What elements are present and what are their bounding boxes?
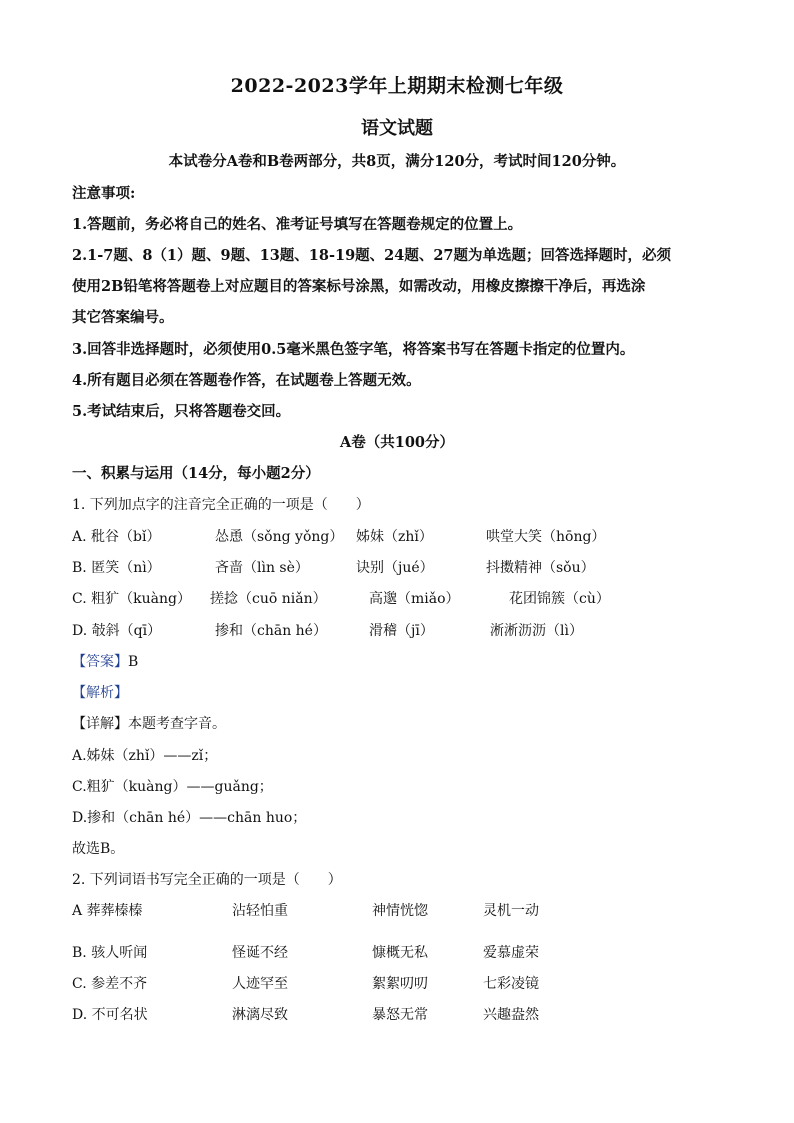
q2-option-d-1: D. 不可名状: [72, 1007, 148, 1023]
q1-option-a-4: 哄堂大笑（hōng）: [486, 529, 606, 545]
q1-option-b-3: 诀别（jué）: [356, 560, 434, 576]
note-5: 5.考试结束后，只将答题卷交回。: [72, 403, 291, 420]
q2-stem: 2. 下列词语书写完全正确的一项是（ ）: [72, 872, 342, 888]
q1-explain-a: A.姊妹（zhǐ）——zǐ；: [72, 748, 218, 764]
q1-explain-c: C.粗犷（kuàng）——guǎng；: [72, 779, 273, 795]
note-2-line-2: 使用2B铅笔将答题卷上对应题目的答案标号涂黑，如需改动，用橡皮擦擦干净后，再选涂: [72, 278, 646, 295]
q1-option-a-2: 怂恿（sǒng yǒng）: [215, 529, 344, 545]
q1-stem: 1. 下列加点字的注音完全正确的一项是（ ）: [72, 497, 370, 513]
q1-option-b-1: B. 匿笑（nì）: [72, 560, 161, 576]
q2-option-c-1: C. 参差不齐: [72, 976, 148, 992]
note-4: 4.所有题目必须在答题卷作答，在试题卷上答题无效。: [72, 372, 421, 389]
q2-option-a-2: 沾轻怕重: [232, 903, 288, 919]
note-2-line-1: 2.1-7题、8（1）题、9题、13题、18-19题、24题、27题为单选题；回答选择题时，必须: [72, 247, 672, 264]
q2-option-b-3: 慷概无私: [372, 945, 428, 961]
q1-option-a-1: A. 秕谷（bǐ）: [72, 529, 161, 545]
q1-option-d-2: 掺和（chān hé）: [215, 623, 327, 639]
q2-option-a-3: 神情恍惚: [372, 903, 428, 919]
notes-heading: 注意事项:: [72, 185, 136, 202]
detail-tag: 【详解】: [72, 716, 128, 732]
q2-option-b-1: B. 骇人听闻: [72, 945, 148, 961]
q1-option-d-1: D. 攲斜（qī）: [72, 623, 162, 639]
subject-title: 语文试题: [361, 118, 433, 139]
note-3: 3.回答非选择题时，必须使用0.5毫米黑色签字笔，将答案书写在答题卡指定的位置内。: [72, 341, 635, 358]
section-a-title: A卷（共100分）: [339, 434, 455, 451]
q2-option-c-4: 七彩凌镜: [483, 976, 539, 992]
q2-option-d-3: 暴怒无常: [372, 1007, 428, 1023]
q1-option-b-4: 抖擞精神（sǒu）: [486, 560, 595, 576]
q2-option-a-1: A 葬葬榛榛: [72, 903, 143, 919]
exam-title: 2022-2023学年上期期末检测七年级: [230, 75, 564, 97]
q2-option-a-4: 灵机一动: [483, 903, 539, 919]
q2-option-b-4: 爱慕虚荣: [483, 945, 539, 961]
q1-option-d-4: 淅淅沥沥（lì）: [490, 623, 583, 639]
q1-option-c-4: 花团锦簇（cù）: [509, 591, 610, 607]
note-2-line-3: 其它答案编号。: [72, 309, 174, 326]
q1-option-c-2: 搓捻（cuō niǎn）: [210, 591, 327, 607]
q1-option-d-3: 滑稽（jī）: [369, 623, 434, 639]
q2-option-c-2: 人迹罕至: [232, 976, 288, 992]
q2-option-d-2: 淋漓尽致: [232, 1007, 288, 1023]
q1-option-c-1: C. 粗犷（kuàng）: [72, 591, 191, 607]
q2-option-c-3: 絮絮叨叨: [372, 976, 428, 992]
answer-value: B: [128, 654, 139, 670]
part-1-heading: 一、积累与运用（14分，每小题2分）: [72, 465, 320, 482]
q1-detail: [72, 713, 226, 733]
analysis-tag: 【解析】: [72, 685, 128, 701]
exam-intro: 本试卷分A卷和B卷两部分，共8页，满分120分，考试时间120分钟。: [168, 153, 626, 170]
q2-option-d-4: 兴趣盎然: [483, 1007, 539, 1023]
detail-text: 本题考查字音。: [128, 716, 226, 732]
q1-option-b-2: 吝啬（lìn sè）: [215, 560, 309, 576]
q1-option-c-3: 高邈（miǎo）: [369, 591, 460, 607]
q1-answer: [72, 651, 138, 671]
answer-tag: 【答案】: [72, 654, 128, 670]
q1-conclusion: 故选B。: [72, 841, 125, 857]
q1-explain-d: D.掺和（chān hé）——chān huo；: [72, 810, 307, 826]
q2-option-b-2: 怪诞不经: [232, 945, 288, 961]
note-1: 1.答题前，务必将自己的姓名、准考证号填写在答题卷规定的位置上。: [72, 216, 523, 233]
q1-option-a-3: 姊妹（zhǐ）: [356, 529, 433, 545]
